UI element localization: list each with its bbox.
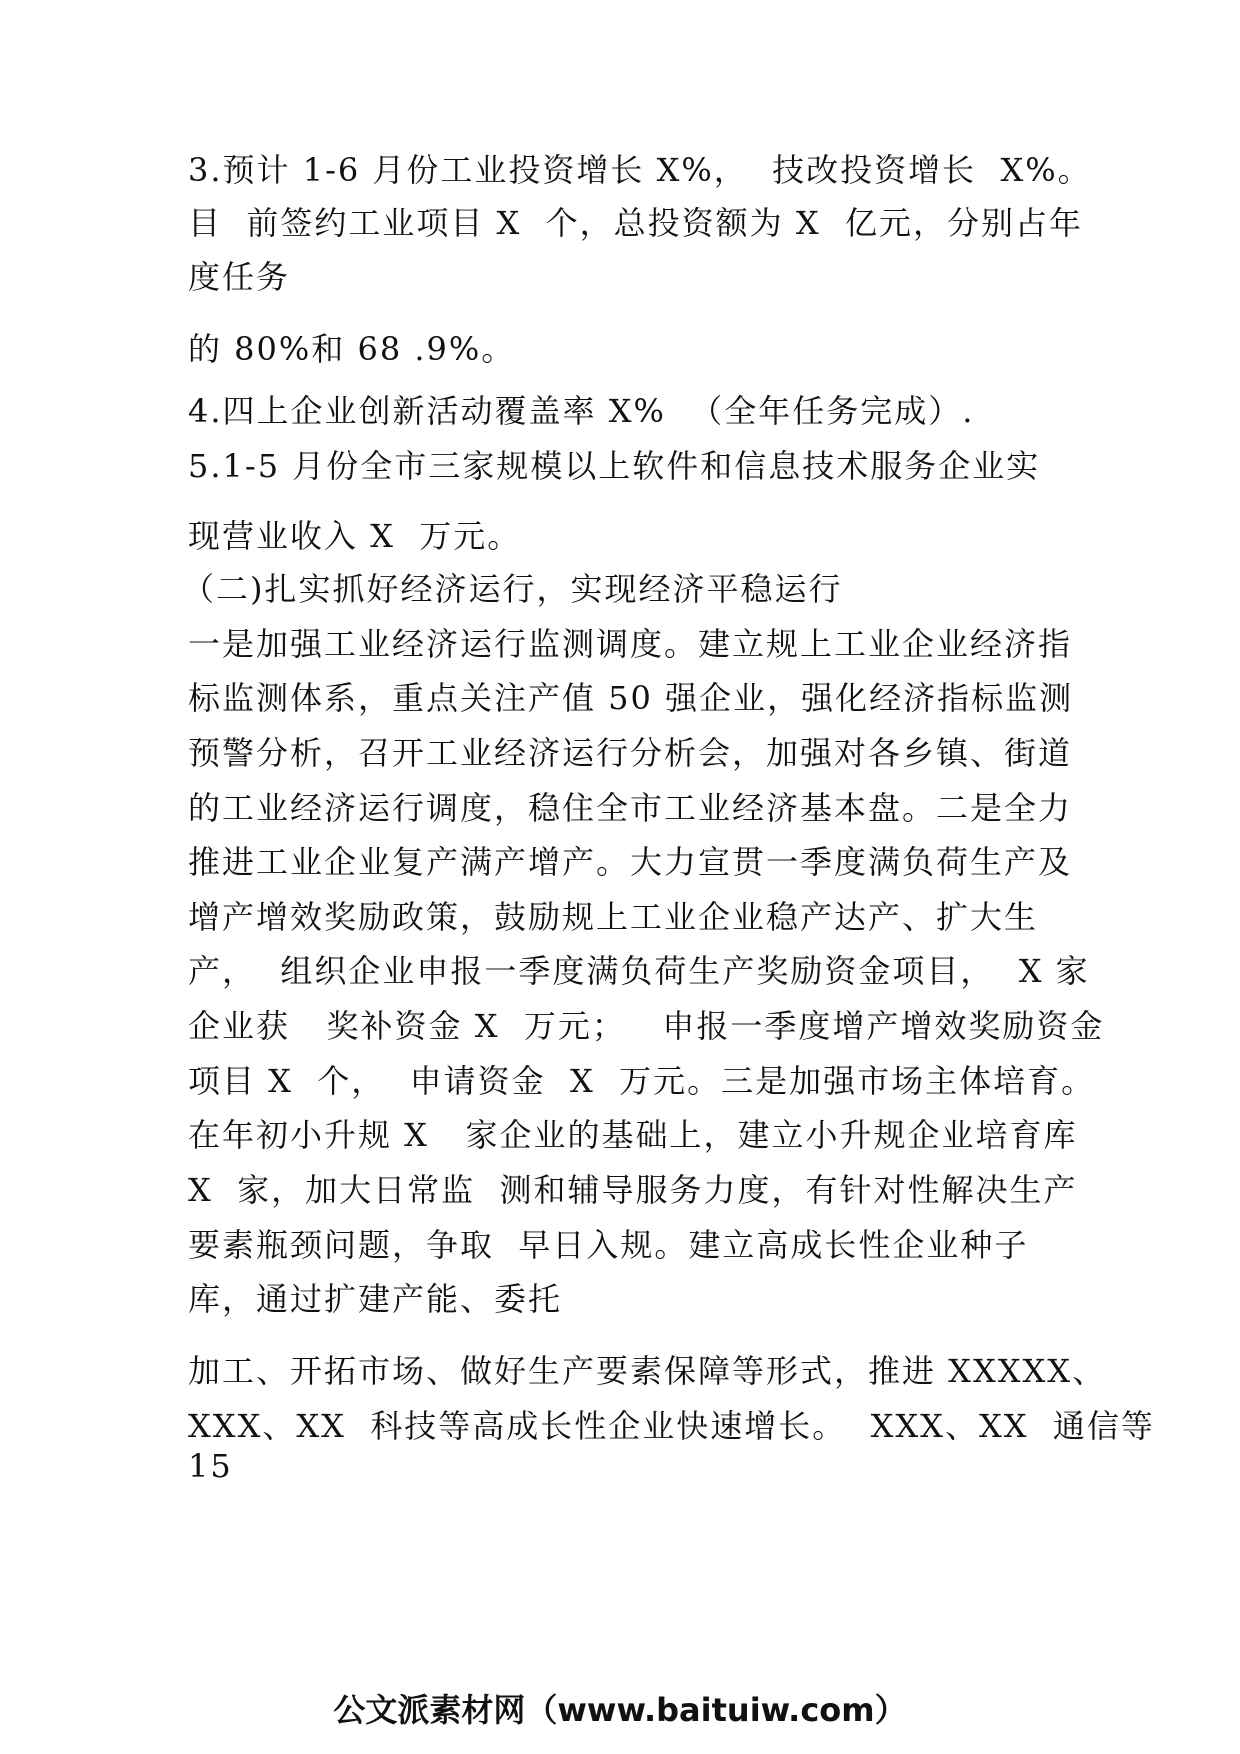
text-line: 增产增效奖励政策，鼓励规上工业企业稳产达产、扩大生 — [188, 898, 1039, 936]
text-line: 现营业收入 X 万元。 — [188, 517, 522, 555]
text-line: 目 前签约工业项目 X 个，总投资额为 X 亿元，分别占年 — [188, 204, 1083, 242]
text-line: 企业获 奖补资金 X 万元； 申报一季度增产增效奖励资金 — [188, 1007, 1105, 1045]
text-line: 要素瓶颈问题，争取 早日入规。建立高成长性企业种子 — [188, 1226, 1029, 1264]
section-heading: （二)扎实抓好经济运行，实现经济平稳运行 — [182, 570, 843, 608]
text-line: 3.预计 1-6 月份工业投资增长 X%， 技改投资增长 X%。 — [188, 151, 1092, 189]
text-line: 推进工业企业复产满产增产。大力宣贯一季度满负荷生产及 — [188, 843, 1073, 881]
text-line: 项目 X 个， 申请资金 X 万元。三是加强市场主体培育。 — [188, 1062, 1096, 1100]
text-line: 5.1-5 月份全市三家规模以上软件和信息技术服务企业实 — [188, 447, 1041, 485]
text-line: 的工业经济运行调度，稳住全市工业经济基本盘。二是全力 — [188, 789, 1073, 827]
text-line: 标监测体系，重点关注产值 50 强企业，强化经济指标监测 — [188, 679, 1074, 717]
page-number: 15 — [188, 1447, 233, 1485]
text-line: 在年初小升规 X 家企业的基础上，建立小升规企业培育库 — [188, 1116, 1078, 1154]
text-line: 度任务 — [188, 258, 291, 296]
text-line: 预警分析，召开工业经济运行分析会，加强对各乡镇、街道 — [188, 734, 1073, 772]
text-line: 4.四上企业创新活动覆盖率 X% （全年任务完成）. — [188, 392, 975, 430]
text-line: XXX、XX 科技等高成长性企业快速增长。 XXX、XX 通信等 — [188, 1407, 1155, 1445]
text-line: 一是加强工业经济运行监测调度。建立规上工业企业经济指 — [188, 625, 1073, 663]
text-line: 的 80%和 68 .9%。 — [188, 330, 516, 368]
text-line: 产， 组织企业申报一季度满负荷生产奖励资金项目， X 家 — [188, 952, 1090, 990]
site-watermark-footer: 公文派素材网（www.baituiw.com） — [333, 1691, 907, 1729]
text-line: 库，通过扩建产能、委托 — [188, 1280, 563, 1318]
text-line: 加工、开拓市场、做好生产要素保障等形式，推进 XXXXX、 — [188, 1352, 1107, 1390]
text-line: X 家，加大日常监 测和辅导服务力度，有针对性解决生产 — [188, 1171, 1078, 1209]
